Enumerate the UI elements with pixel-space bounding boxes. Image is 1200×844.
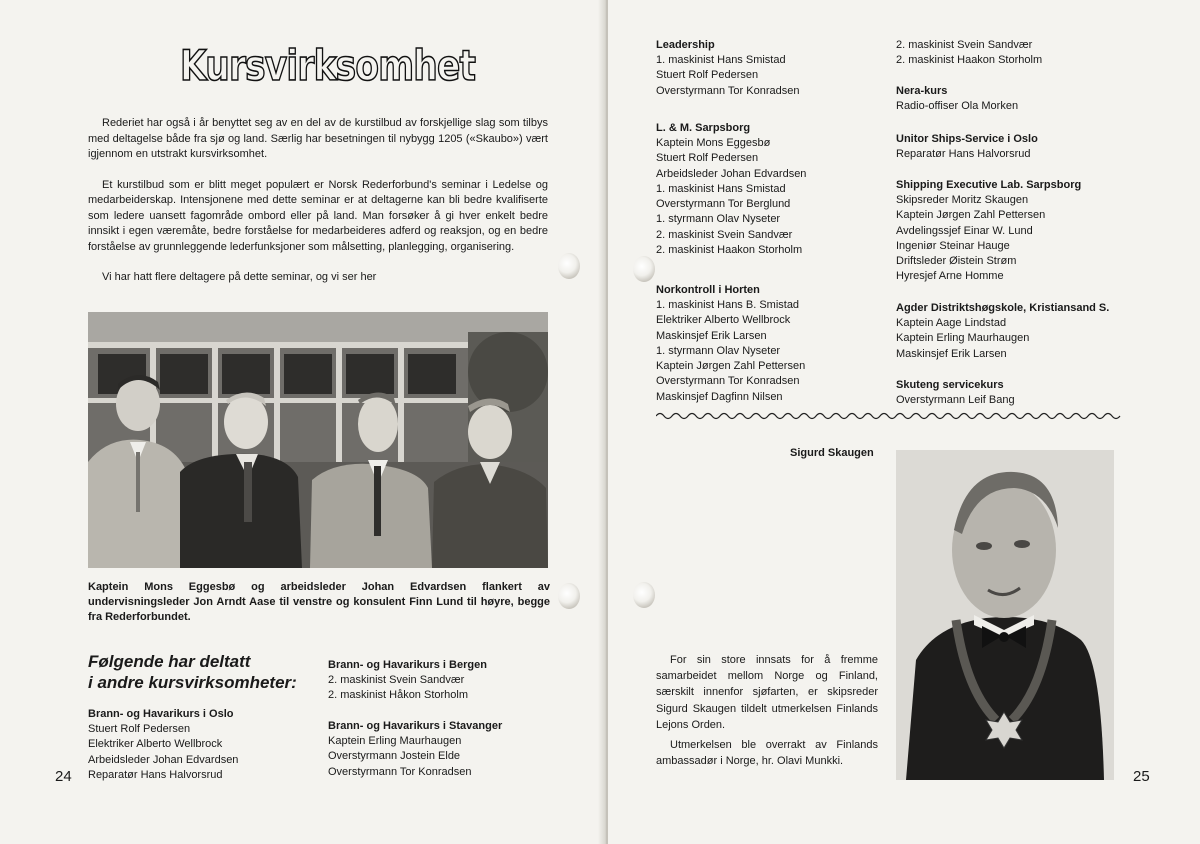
participant: Kaptein Erling Maurhaugen	[896, 332, 1030, 345]
course-title: Shipping Executive Lab. Sarpsborg	[896, 179, 1082, 191]
participant: Maskinsjef Dagfinn Nilsen	[656, 390, 783, 403]
course-title: Brann- og Havarikurs i Stavanger	[328, 720, 503, 732]
course-nera	[896, 84, 1136, 114]
participant: 2. maskinist Svein Sandvær	[656, 228, 793, 241]
participant: 1. maskinist Hans B. Smistad	[656, 299, 800, 311]
photo-caption: Kaptein Mons Eggesbø og arbeidsleder Johan Edvardsen flankert av undervisningsleder Jon Arndt Aase til venstre og konsulent Finn Lund til høyre, begge fra Rederforbundet.	[88, 581, 550, 623]
course-skuteng	[896, 378, 1136, 408]
binder-hole	[633, 256, 655, 282]
participant: 2. maskinist Svein Sandvær	[896, 39, 1033, 51]
participant: Maskinsjef Erik Larsen	[896, 347, 1007, 360]
others-heading	[88, 651, 297, 693]
participant: Overstyrmann Tor Konradsen	[656, 375, 800, 388]
binder-hole	[558, 253, 580, 279]
right-page	[608, 0, 1200, 844]
portrait-photo	[896, 450, 1114, 780]
participant: Reparatør Hans Halvorsrud	[88, 768, 223, 781]
others-heading-line1: Følgende har deltatt	[88, 652, 251, 671]
participant: Stuert Rolf Pedersen	[656, 69, 759, 82]
wave-divider	[656, 410, 1126, 422]
participant: Overstyrmann Jostein Elde	[328, 750, 461, 763]
course-leadership	[656, 38, 886, 99]
course-title: Agder Distriktshøgskole, Kristiansand S.	[896, 302, 1110, 314]
portrait-name: Sigurd Skaugen	[790, 447, 874, 459]
participant: 2. maskinist Svein Sandvær	[328, 674, 465, 686]
participant: Overstyrmann Tor Berglund	[656, 198, 791, 211]
participant: 1. styrmann Olav Nyseter	[656, 344, 781, 357]
participant: Maskinsjef Erik Larsen	[656, 329, 767, 342]
lm-sarpsborg-continued	[896, 38, 1136, 69]
course-title: L. & M. Sarpsborg	[656, 122, 751, 134]
course-title: Skuteng servicekurs	[896, 379, 1004, 391]
participant: Kaptein Aage Lindstad	[896, 317, 1007, 329]
participant: Ingeniør Steinar Hauge	[896, 239, 1010, 252]
binder-hole	[558, 583, 580, 609]
course-title: Nera-kurs	[896, 85, 948, 97]
award-paragraph-1: For sin store innsats for å fremme samarbeidet mellom Norge og Finland, særskilt innenfor sjøfarten, er skipsreder Sigurd Skaugen tildelt utmerkelsen Finlands Lejons Orden.	[656, 654, 878, 731]
participant: Stuert Rolf Pedersen	[656, 152, 759, 165]
course-lm-sarpsborg	[656, 121, 886, 258]
participant: Avdelingssjef Einar W. Lund	[896, 224, 1033, 237]
portrait-photo-image	[896, 450, 1114, 780]
page-number: 24	[55, 768, 72, 785]
participant: Elektriker Alberto Wellbrock	[88, 738, 223, 751]
course-stavanger	[328, 719, 558, 780]
intro-text	[88, 116, 548, 286]
course-norkontroll	[656, 283, 886, 405]
course-agder	[896, 301, 1166, 362]
participant: Reparatør Hans Halvorsrud	[896, 148, 1031, 160]
participant: Stuert Rolf Pedersen	[88, 723, 191, 735]
participant: Kaptein Erling Maurhaugen	[328, 735, 462, 747]
course-title: Brann- og Havarikurs i Oslo	[88, 708, 234, 720]
group-photo-image	[88, 312, 548, 568]
participant: Driftsleder Øistein Strøm	[896, 255, 1017, 268]
participant: Elektriker Alberto Wellbrock	[656, 314, 791, 327]
course-bergen	[328, 658, 558, 704]
course-title: Brann- og Havarikurs i Bergen	[328, 659, 487, 671]
participant: Kaptein Jørgen Zahl Pettersen	[896, 209, 1046, 222]
course-unitor	[896, 132, 1136, 162]
participant: Arbeidsleder Johan Edvardsen	[656, 167, 807, 180]
participant: Arbeidsleder Johan Edvardsen	[88, 753, 239, 766]
others-heading-line2: i andre kursvirksomheter:	[88, 673, 297, 692]
course-shipping-executive	[896, 178, 1146, 285]
participant: 2. maskinist Haakon Storholm	[656, 244, 803, 257]
course-oslo	[88, 707, 308, 783]
award-paragraph-2: Utmerkelsen ble overrakt av Finlands ambassadør i Norge, hr. Olavi Munkki.	[656, 739, 878, 768]
participant: 1. styrmann Olav Nyseter	[656, 213, 781, 226]
participant: Overstyrmann Leif Bang	[896, 394, 1015, 406]
participant: Kaptein Jørgen Zahl Pettersen	[656, 360, 806, 373]
course-title: Norkontroll i Horten	[656, 284, 760, 296]
participant: Overstyrmann Tor Konradsen	[328, 765, 472, 778]
group-photo	[88, 312, 548, 568]
participant: Overstyrmann Tor Konradsen	[656, 84, 800, 97]
participant: Kaptein Mons Eggesbø	[656, 137, 771, 149]
participant: Radio-offiser Ola Morken	[896, 100, 1019, 112]
award-text	[656, 652, 878, 769]
participant: 1. maskinist Hans Smistad	[656, 54, 786, 66]
course-title: Unitor Ships-Service i Oslo	[896, 133, 1038, 145]
page-number: 25	[1133, 768, 1150, 785]
participant: Hyresjef Arne Homme	[896, 270, 1004, 283]
page-title: Kursvirksomhet	[180, 41, 476, 90]
intro-paragraph-3: Vi har hatt flere deltagere på dette seminar, og vi ser her	[102, 271, 377, 283]
intro-paragraph-1: Rederiet har også i år benyttet seg av en del av de kurstilbud av forskjellige slag som tilbys med deltagelse både fra sjø og land. Særlig har besetningen til nybygg 1205 («Skaubo») vært igjennom en utstrakt kursvirksomhet.	[88, 117, 548, 160]
participant: Skipsreder Moritz Skaugen	[896, 194, 1029, 206]
intro-paragraph-2: Et kurstilbud som er blitt meget populært er Norsk Rederforbund's seminar i Ledelse og medarbeiderskap. Intensjonene med dette seminar er at deltagerne kan bli bedre kvalifiserte som ledere uansett fagområde ombord eller på land. Man forsøker å gi hver enkelt bedre innsikt i egen væremåte, bedre forståelse for medarbeideres adferd og reaksjon, og en bedre forståelse av grunnleggende lederfunksjoner som målsetting, planlegging, organisering.	[88, 178, 548, 253]
participant: 1. maskinist Hans Smistad	[656, 182, 786, 195]
binder-hole	[633, 582, 655, 608]
participant: 2. maskinist Haakon Storholm	[896, 54, 1043, 67]
participant: 2. maskinist Håkon Storholm	[328, 689, 468, 702]
course-title: Leadership	[656, 39, 715, 51]
